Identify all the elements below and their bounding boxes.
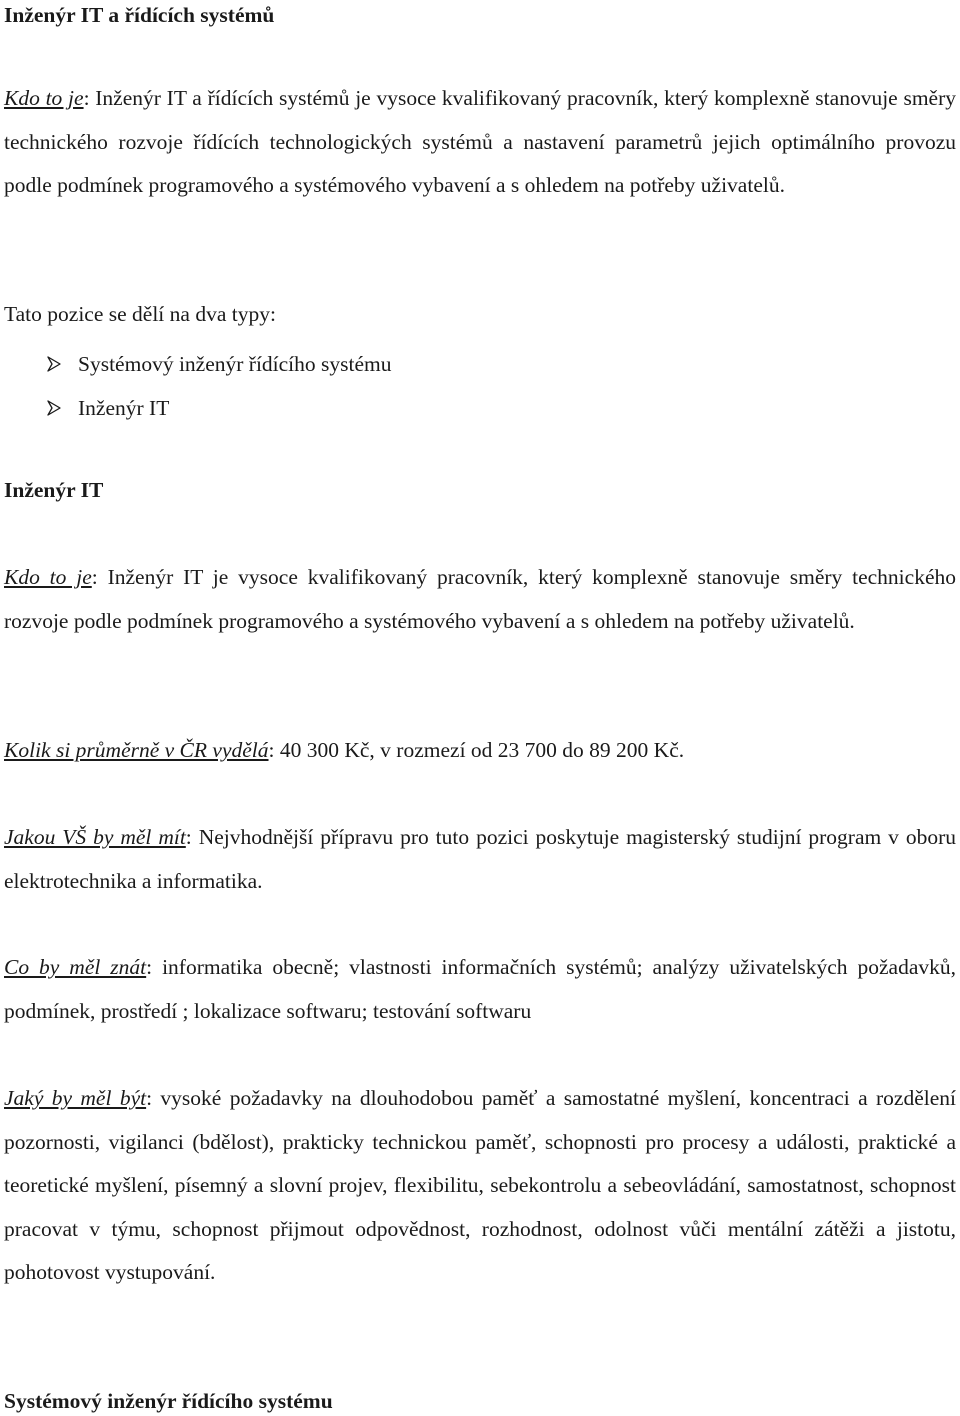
intro-label: Kdo to je <box>4 86 84 110</box>
education-label: Jakou VŠ by měl mít <box>4 825 186 849</box>
arrowhead-bullet-icon <box>46 356 62 372</box>
list-item-label: Systémový inženýr řídícího systému <box>78 351 392 376</box>
salary-text: : 40 300 Kč, v rozmezí od 23 700 do 89 200 Kč. <box>268 738 685 762</box>
kdo-paragraph <box>4 556 956 643</box>
education-text: : Nejvhodnější přípravu pro tuto pozici poskytuje magisterský studijní program v oboru elektrotechnika a informatika. <box>4 825 957 893</box>
list-item <box>46 386 392 430</box>
intro-text: : Inženýr IT a řídících systémů je vysoce kvalifikovaný pracovník, který komplexně stanovuje směry technického rozvoje řídících technologických systémů a nastavení parametrů jejich optimálního provozu podle podmínek programového a systémového vybavení a s ohledem na potřeby uživatelů. <box>4 86 956 197</box>
traits-text: : vysoké požadavky na dlouhodobou paměť a samostatné myšlení, koncentraci a rozdělení pozornosti, vigilanci (bdělost), prakticky technickou paměť, schopnosti pro procesy a události, praktické a teoretické myšlení, písemný a slovní projev, flexibilitu, sebekontrolu a sebeovládání, samostatnost, schopnost pracovat v týmu, schopnost přijmout odpovědnost, rozhodnost, odolnost vůči mentální zátěži a jistotu, pohotovost vystupování. <box>4 1086 957 1284</box>
salary-paragraph <box>4 737 684 763</box>
arrowhead-bullet-icon <box>46 400 62 416</box>
traits-paragraph <box>4 1077 956 1295</box>
list-item-label: Inženýr IT <box>78 395 170 420</box>
traits-label: Jaký by měl být <box>4 1086 147 1110</box>
page-title: Inženýr IT a řídících systémů <box>4 3 275 27</box>
kdo-text: : Inženýr IT je vysoce kvalifikovaný pracovník, který komplexně stanovuje směry technického rozvoje podle podmínek programového a systémového vybavení a s ohledem na potřeby uživatelů. <box>4 565 956 633</box>
salary-label: Kolik si průměrně v ČR vydělá <box>4 738 269 762</box>
knowledge-text: : informatika obecně; vlastnosti informačních systémů; analýzy uživatelských požadavků, podmínek, prostředí ; lokalizace softwaru; testování softwaru <box>4 955 956 1023</box>
knowledge-label: Co by měl znát <box>4 955 147 979</box>
kdo-label: Kdo to je <box>4 565 92 589</box>
section-title-inzenyr-it: Inženýr IT <box>4 478 104 502</box>
intro-paragraph <box>4 77 956 208</box>
types-intro: Tato pozice se dělí na dva typy: <box>4 302 276 326</box>
knowledge-paragraph <box>4 946 956 1033</box>
list-item <box>46 342 392 386</box>
section-title-systemovy-inzenyr: Systémový inženýr řídícího systému <box>4 1389 333 1413</box>
education-paragraph <box>4 816 956 903</box>
types-list <box>46 342 392 430</box>
